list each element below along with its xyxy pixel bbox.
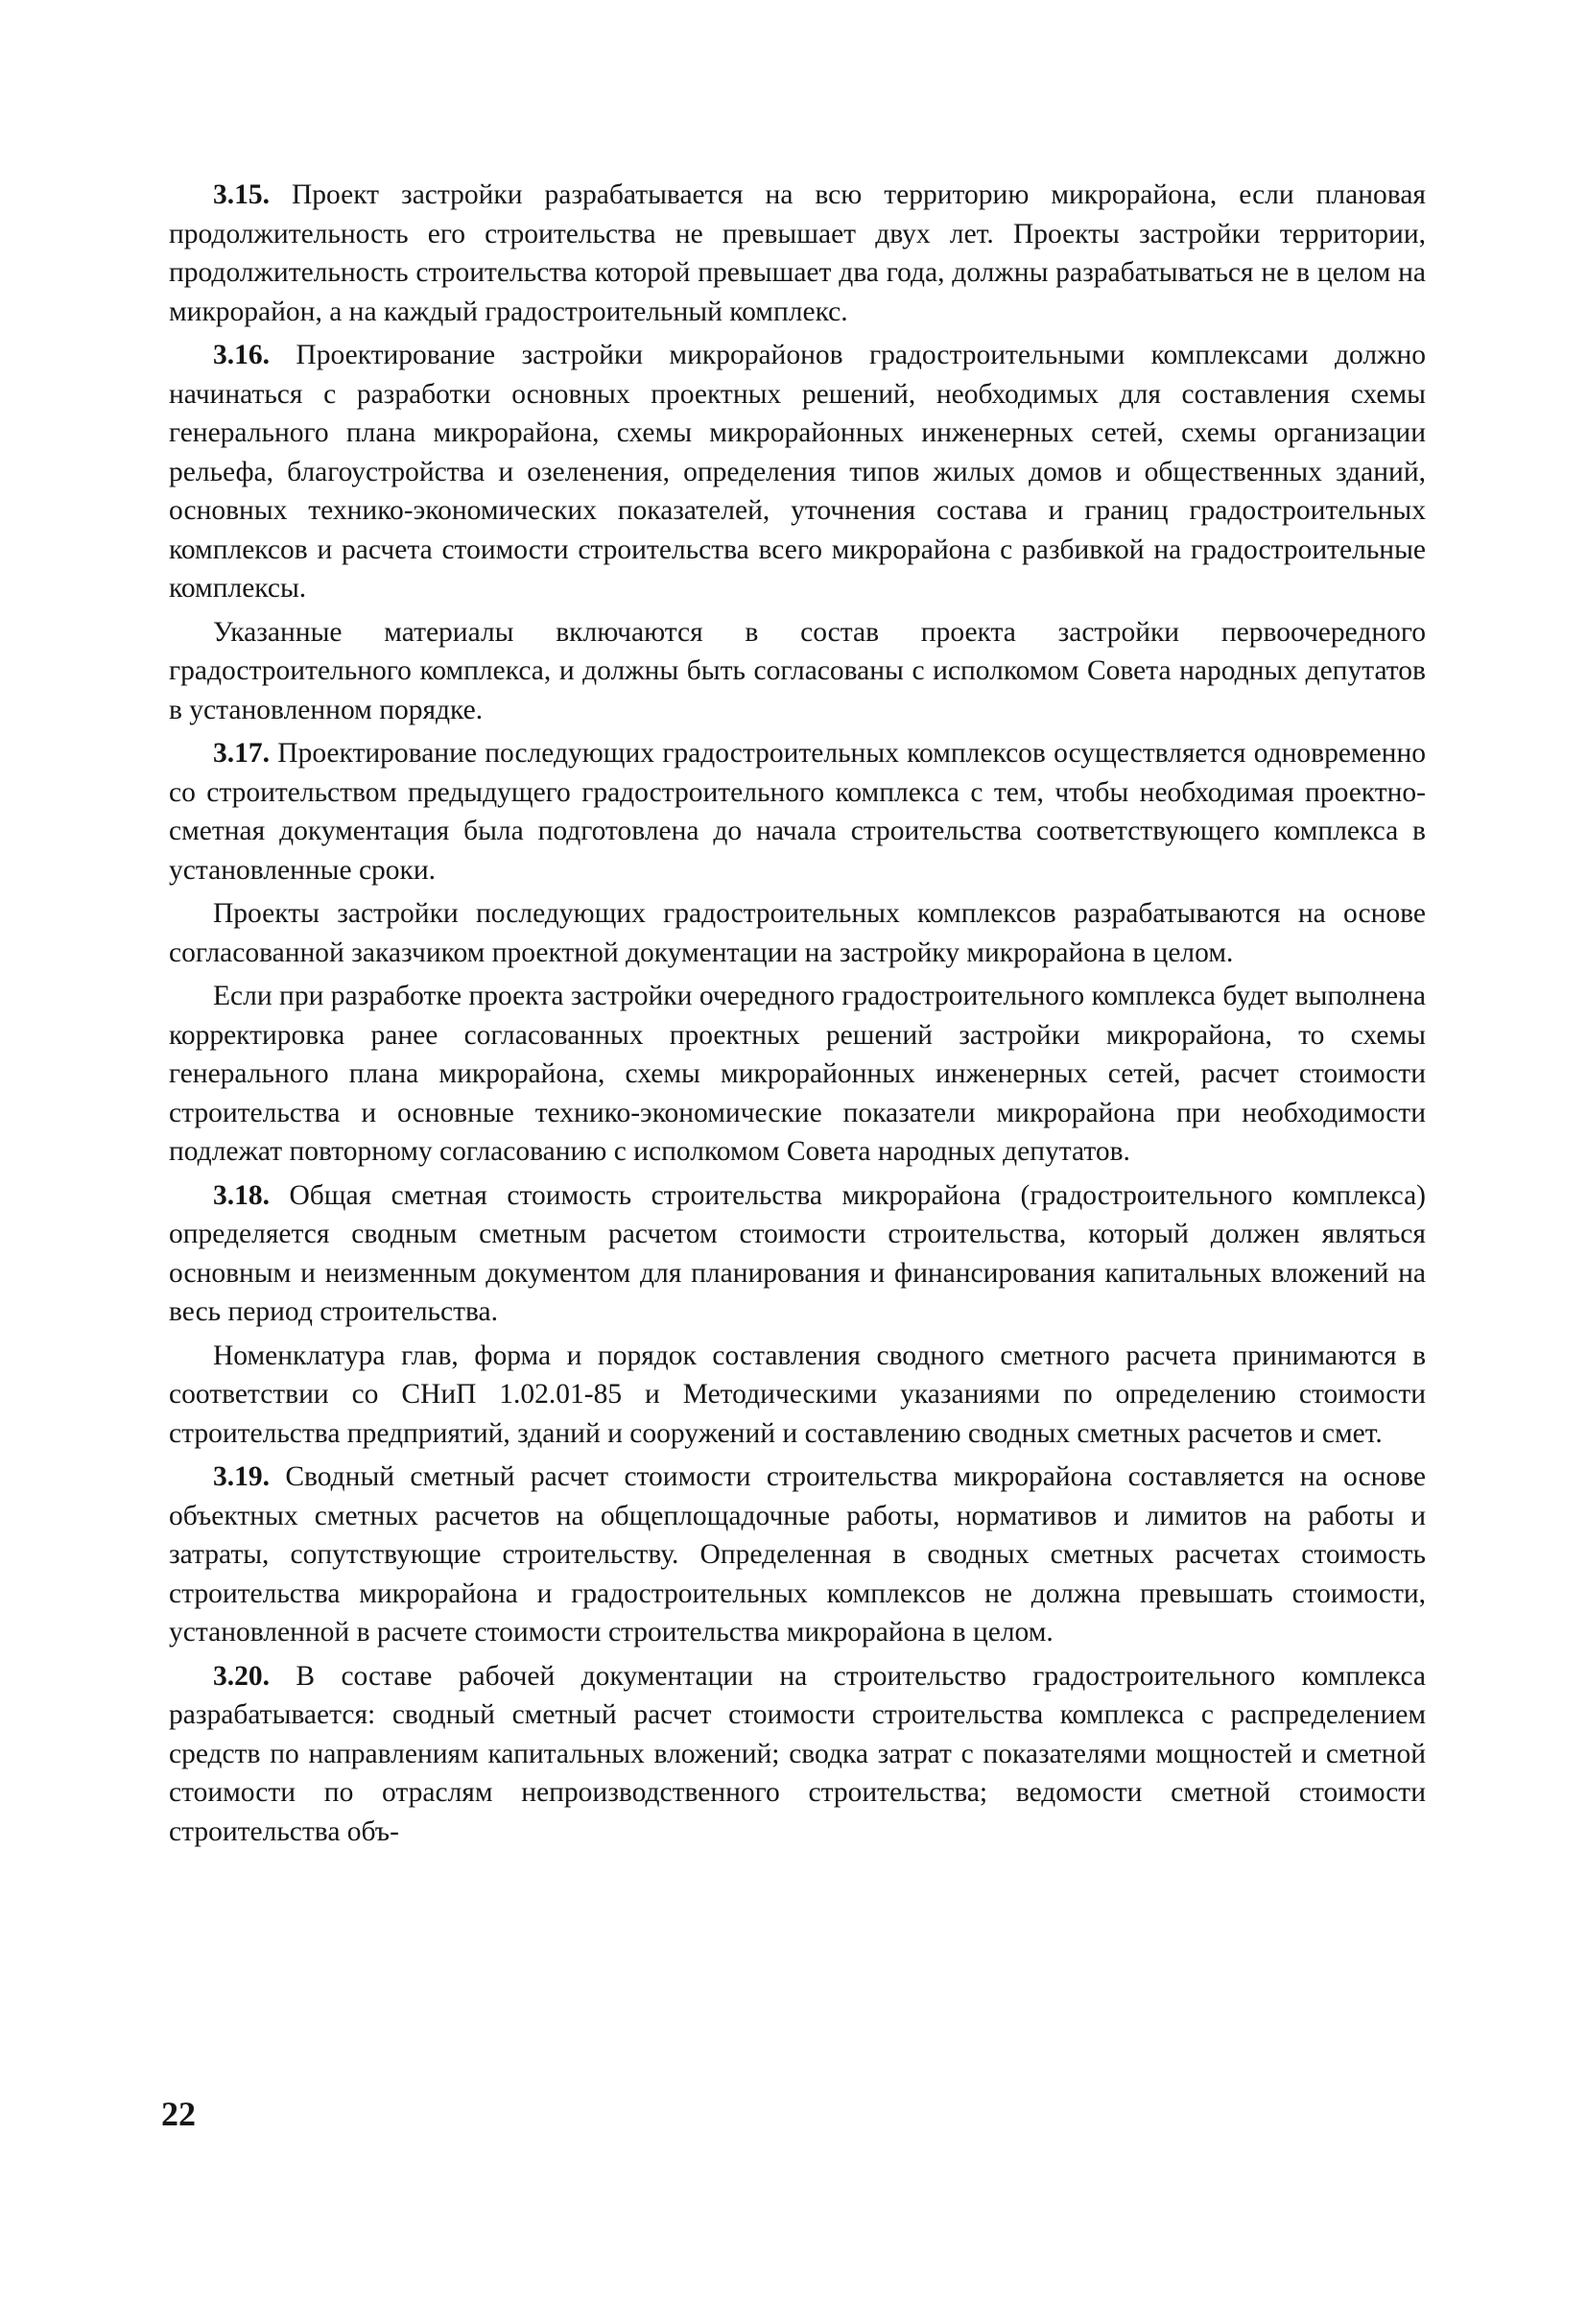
clause-number: 3.17. [213,738,270,769]
clause-number: 3.16. [213,340,270,370]
clause-number: 3.20. [213,1660,270,1692]
paragraph-text: Общая сметная стоимость строительства микрорайона (градостроительного комплекса) определяется сводным сметным расчетом стоимости строительства, который должен являться основным и неизменным документом для планирования и финансирования капитальных вложений на весь период строительства. [169,1179,1426,1327]
page-number: 22 [161,2095,196,2133]
paragraph-3-15 [169,176,1426,331]
paragraph-text: Проект застройки разрабатывается на всю территорию микрорайона, если плановая продолжительность его строительства не превышает двух лет. Проекты застройки территории, продолжительность строительства которой превышает два года, должны разрабатываться не в целом на микрорайон, а на каждый градостроительный комплекс. [169,179,1426,327]
paragraph-text: Номенклатура глав, форма и порядок составления сводного сметного расчета принимаются в соответствии со СНиП 1.02.01-85 и Методическими указаниями по определению стоимости строительства предприятий, зданий и сооружений и составлению сводных сметных расчетов и смет. [169,1340,1426,1449]
paragraph-text: Проектирование последующих градостроительных комплексов осуществляется одновременно со строительством предыдущего градостроительного комплекса с тем, чтобы необходимая проектно-сметная документация была подготовлена до начала строительства соответствующего комплекса в установленные сроки. [169,738,1426,886]
paragraph-3-18-continued [169,1337,1426,1454]
paragraph-3-17 [169,734,1426,889]
clause-number: 3.18. [213,1179,270,1211]
paragraph-3-20 [169,1657,1426,1852]
paragraph-text: В составе рабочей документации на строительство градостроительного комплекса разрабатывается: сводный сметный расчет стоимости строительства комплекса с распределением средств по направлениям капитальных вложений; сводка затрат с показателями мощностей и сметной стоимости по отраслям непроизводственного строительства; ведомости сметной стоимости строительства объ- [169,1660,1426,1847]
document-body [169,176,1426,1856]
paragraph-text: Проекты застройки последующих градостроительных комплексов разрабатываются на основе согласованной заказчиком проектной документации на застройку микрорайона в целом. [169,898,1426,968]
paragraph-text: Указанные материалы включаются в состав проекта застройки первоочередного градостроительного комплекса, и должны быть согласованы с исполкомом Совета народных депутатов в установленном порядке. [169,616,1426,725]
paragraph-3-17-continued-2 [169,977,1426,1172]
paragraph-3-16 [169,336,1426,608]
paragraph-3-16-continued [169,613,1426,730]
clause-number: 3.19. [213,1461,270,1492]
paragraph-3-19 [169,1458,1426,1652]
paragraph-3-18 [169,1176,1426,1332]
paragraph-text: Сводный сметный расчет стоимости строительства микрорайона составляется на основе объектных сметных расчетов на общеплощадочные работы, нормативов и лимитов на работы и затраты, сопутствующие строительству. Определенная в сводных сметных расчетах стоимость строительства микрорайона и градостроительных комплексов не должна превышать стоимости, установленной в расчете стоимости строительства микрорайона в целом. [169,1461,1426,1648]
paragraph-text: Если при разработке проекта застройки очередного градостроительного комплекса будет выполнена корректировка ранее согласованных проектных решений застройки микрорайона, то схемы генерального плана микрорайона, схемы микрорайонных инженерных сетей, расчет стоимости строительства и основные технико-экономические показатели микрорайона при необходимости подлежат повторному согласованию с исполкомом Совета народных депутатов. [169,981,1426,1167]
clause-number: 3.15. [213,179,270,210]
paragraph-3-17-continued-1 [169,894,1426,972]
paragraph-text: Проектирование застройки микрорайонов градостроительными комплексами должно начинаться с разработки основных проектных решений, необходимых для составления схемы генерального плана микрорайона, схемы микрорайонных инженерных сетей, схемы организации рельефа, благоустройства и озеленения, определения типов жилых домов и общественных зданий, основных технико-экономических показателей, уточнения состава и границ градостроительных комплексов и расчета стоимости строительства всего микрорайона с разбивкой на градостроительные комплексы. [169,340,1426,604]
